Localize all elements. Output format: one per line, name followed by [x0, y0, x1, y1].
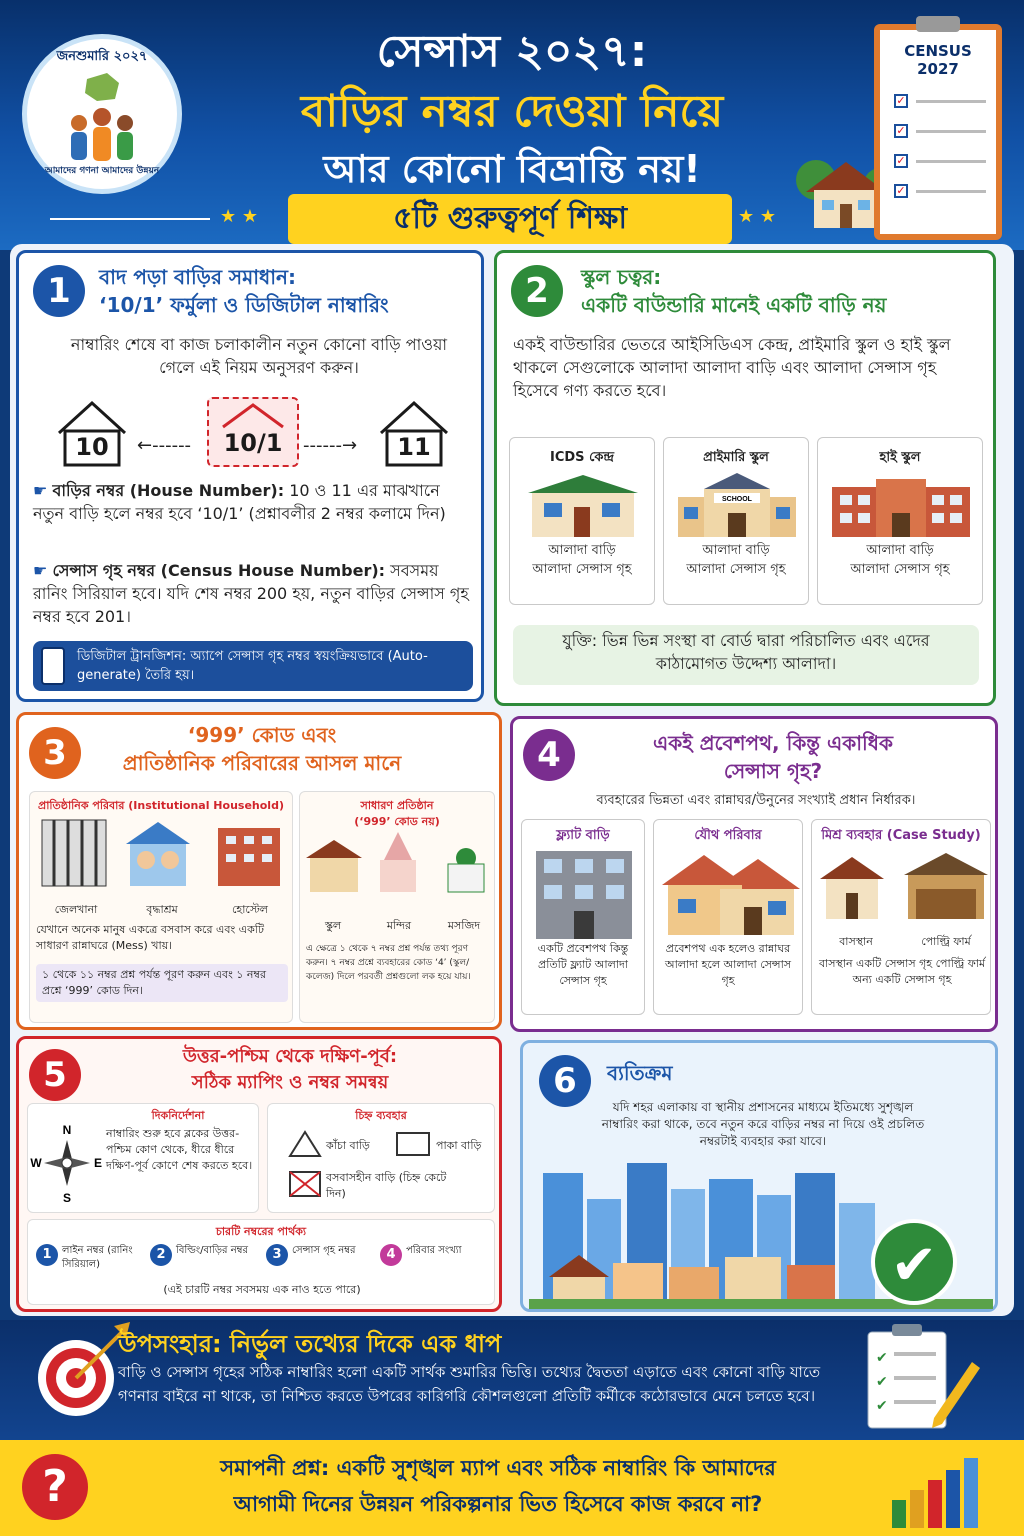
arrow-left-icon: ←------ [137, 435, 192, 456]
item-label: বৃদ্ধাশ্রম [146, 903, 178, 916]
section-subtitle: ‘10/1’ ফর্মুলা ও ডিজিটাল নাম্বারিং [99, 293, 389, 317]
svg-text:S: S [62, 1191, 72, 1205]
box-text: নাম্বারিং শুরু হবে ব্লকের উত্তর-পশ্চিম কোণ থেকে, ধীরে ধীরে দক্ষিণ-পূর্ব কোণে শেষ করতে হবে। [106, 1127, 253, 1172]
section-number: 5 [29, 1049, 81, 1101]
section-5-panel [16, 1036, 502, 1312]
house-icon [47, 393, 137, 467]
item-label: মসজিদ [447, 919, 481, 932]
high-school-building-icon [818, 467, 984, 541]
hand-pointer-icon: ☛ [33, 561, 53, 580]
apartment-icon [522, 845, 646, 941]
square-icon [396, 1132, 430, 1156]
house-number-right: 11 [397, 433, 431, 461]
number-label: বিল্ডিং/বাড়ির নম্বর [176, 1245, 249, 1256]
box-note: ১ থেকে ১১ নম্বর প্রশ্ন পর্যন্ত পূরণ করুন এবং ১ নম্বর প্রশ্নে ‘999’ কোড দিন। [36, 964, 288, 1002]
section-intro: ব্যবহারের ভিন্নতা এবং রান্নাঘর/উনুনের সংখ্যাই প্রধান নির্ধারক। [596, 793, 916, 808]
number-badge: 4 [380, 1244, 402, 1266]
card-line2: আলাদা সেন্সাস গৃহ [850, 562, 950, 577]
icds-building-icon [510, 467, 656, 541]
new-house-icon [207, 397, 299, 467]
card-title: হাই স্কুল [879, 450, 921, 465]
section-subtitle: প্রাতিষ্ঠানিক পরিবারের আসল মানে [122, 751, 402, 775]
high-school-card [817, 437, 983, 605]
box-text: যেখানে অনেক মানুষ একত্রে বসবাস করে এবং একটি সাধারণ রান্নাঘরে (Mess) খায়। [36, 923, 264, 952]
card-title: ফ্ল্যাট বাড়ি [556, 828, 610, 843]
clipboard-year: 2027 [917, 60, 959, 78]
seal-bottom-text: আমাদের গণনা আমাদের উন্নয়ন [44, 166, 160, 176]
symbols-box [267, 1103, 495, 1213]
card-text: একটি প্রবেশপথ কিন্তু প্রতিটি ফ্ল্যাট আলাদা সেন্সাস গৃহ [537, 942, 629, 987]
family-house-icon [654, 845, 804, 941]
section-number: 1 [33, 265, 85, 317]
section-title: একই প্রবেশপথ, কিন্তু একাধিক [653, 731, 893, 755]
checkbox-icon: ✓ [894, 154, 908, 168]
box-title: দিকনির্দেশনা [151, 1109, 205, 1122]
symbol-label: পাকা বাড়ি [436, 1139, 482, 1152]
svg-text:N: N [62, 1123, 72, 1137]
box-title: সাধারণ প্রতিষ্ঠান [360, 799, 434, 812]
symbol-label: বসবাসহীন বাড়ি (চিহ্ন কেটে দিন) [326, 1171, 447, 1200]
card-title: যৌথ পরিবার [694, 828, 762, 843]
triangle-icon [288, 1130, 322, 1158]
phone-icon [41, 647, 65, 685]
item-label: পোল্ট্রি ফার্ম [921, 935, 971, 948]
item-label: জেলখানা [54, 903, 98, 916]
conclusion-text: বাড়ি ও সেন্সাস গৃহের সঠিক নাম্বারিং হলো একটি সার্থক শুমারির ভিত্তি। তথ্যের দ্বৈততা এড়াতে এবং কোনো বাড়ি যাতে গণনার বাইরে না থাকে, তা নিশ্চিত করতে উপরের কারিগরি কৌশলগুলো প্রতিটি কর্মীকে কঠোরভাবে মেনে চলতে হবে। [118, 1363, 821, 1405]
mixed-use-icons [812, 845, 992, 925]
card-text: প্রবেশপথ এক হলেও রান্নাঘর আলাদা হলে আলাদা সেন্সাস গৃহ [664, 942, 792, 987]
box-note: (এই চারটি নম্বর সবসময় এক নাও হতে পারে) [163, 1283, 361, 1296]
section-subtitle: সেন্সাস গৃহ? [723, 759, 823, 783]
question-icon: ? [22, 1454, 88, 1520]
house-number-new: 10/1 [223, 429, 283, 457]
section-3-panel [16, 712, 502, 1030]
box-title: প্রাতিষ্ঠানিক পরিবার (Institutional Household) [38, 799, 284, 812]
card-title: ICDS কেন্দ্র [550, 450, 614, 465]
checklist-pencil-icon [862, 1322, 982, 1432]
bullet-head: বাড়ির নম্বর (House Number): [52, 481, 285, 500]
section-title: ‘999’ কোড এবং [187, 723, 337, 747]
four-numbers-box [27, 1219, 495, 1305]
bullet-text: সবসময় রানিং সিরিয়াল হবে। যদি শেষ নম্বর 200 হয়, নতুন বাড়ির সেন্সাস গৃহ নম্বর হবে 201। [33, 561, 469, 626]
school-sign: SCHOOL [722, 496, 752, 503]
direction-box [27, 1103, 259, 1213]
closing-line-2: আগামী দিনের উন্নয়ন পরিকল্পনার ভিত হিসেবে কাজ করবে না? [233, 1492, 763, 1516]
card-line2: আলাদা সেন্সাস গৃহ [532, 562, 632, 577]
checkbox-icon: ✓ [894, 124, 908, 138]
section-number: 4 [523, 729, 575, 781]
item-label: মন্দির [386, 919, 412, 932]
section-title: বাদ পড়া বাড়ির সমাধান: [99, 265, 296, 289]
card-text: বাসস্থান একটি সেন্সাস গৃহ পোল্ট্রি ফার্ম অন্য একটি সেন্সাস গৃহ [818, 957, 986, 986]
section-title: স্কুল চত্বর: [581, 265, 662, 289]
title-line-1: সেন্সাস ২০২৭: [376, 26, 648, 77]
ribbon-banner: ৫টি গুরুত্বপূর্ণ শিক্ষা [288, 194, 732, 244]
clip-icon [916, 16, 960, 32]
section-intro: একই বাউন্ডারির ভেতরে আইসিডিএস কেন্দ্র, প্রাইমারি স্কুল ও হাই স্কুল থাকলে সেগুলোকে আলাদা আলাদা বাড়ি এবং আলাদা সেন্সাস গৃহ হিসেবে গণ্য করতে হবে। [513, 335, 951, 400]
clipboard-title: CENSUS [904, 42, 972, 60]
box-title: চিহ্ন ব্যবহার [355, 1109, 407, 1122]
reason-box: যুক্তি: ভিন্ন ভিন্ন সংস্থা বা বোর্ড দ্বারা পরিচালিত এবং এদের কাঠামোগত উদ্দেশ্য আলাদা। [513, 625, 979, 685]
institutional-box [29, 791, 293, 1023]
general-institution-box [299, 791, 495, 1023]
compass-icon [32, 1118, 102, 1208]
bullet-census-number [33, 559, 473, 628]
school-building-icon [664, 467, 810, 541]
section-subtitle: সঠিক ম্যাপিং ও নম্বর সমন্বয় [191, 1072, 389, 1093]
number-badge: 3 [266, 1244, 288, 1266]
svg-text:E: E [93, 1156, 103, 1170]
arrow-right-icon: ------→ [303, 435, 358, 456]
section-1-panel [16, 250, 484, 702]
item-label: হোস্টেল [231, 903, 269, 916]
house-icon [369, 393, 459, 467]
bullet-head: সেন্সাস গৃহ নম্বর (Census House Number): [52, 561, 386, 580]
svg-text:✔: ✔ [876, 1350, 888, 1366]
item-label: বাসস্থান [839, 935, 873, 948]
number-label: সেন্সাস গৃহ নম্বর [292, 1245, 356, 1256]
primary-school-card [663, 437, 809, 605]
box-title: চারটি নম্বরের পার্থক্য [215, 1225, 307, 1238]
section-title: উত্তর-পশ্চিম থেকে দক্ষিণ-পূর্ব: [182, 1046, 398, 1067]
section-4-panel [510, 716, 998, 1032]
box-subtitle: (‘999’ কোড নয়) [354, 815, 440, 828]
number-badge: 2 [150, 1244, 172, 1266]
checkbox-icon: ✓ [894, 94, 908, 108]
number-label: পরিবার সংখ্যা [406, 1245, 462, 1256]
box-note: এ ক্ষেত্রে ১ থেকে ৭ নম্বর প্রশ্ন পর্যন্ত তথ্য পূরণ করুন। ৭ নম্বর প্রশ্নে ব্যবহারের কোড ‘4’ (স্কুল/কলেজ) দিলে পরবর্তী প্রশ্নগুলো লক হয়ে যায়। [306, 944, 471, 982]
bullet-text: 10 ও 11 এর মাঝখানে নতুন বাড়ি হলে নম্বর হবে ‘10/1’ (প্রশ্নাবলীর 2 নম্বর কলামে দিন) [33, 481, 446, 523]
number-label: লাইন নম্বর (রানিং সিরিয়াল) [62, 1245, 133, 1270]
card-line2: আলাদা সেন্সাস গৃহ [686, 562, 786, 577]
section-intro: নাম্বারিং শেষে বা কাজ চলাকালীন নতুন কোনো বাড়ি পাওয়া গেলে এই নিয়ম অনুসরণ করুন। [70, 335, 448, 377]
crossed-square-icon [288, 1170, 322, 1198]
icds-card [509, 437, 655, 605]
mixed-use-card [811, 819, 991, 1015]
card-line1: আলাদা বাড়ি [548, 543, 616, 558]
item-label: স্কুল [324, 919, 342, 932]
flat-card [521, 819, 645, 1015]
section-2-panel [494, 250, 996, 706]
title-line-2: বাড়ির নম্বর দেওয়া নিয়ে [300, 86, 724, 137]
card-line1: আলাদা বাড়ি [702, 543, 770, 558]
card-title: মিশ্র ব্যবহার (Case Study) [821, 828, 981, 843]
bullet-house-number [33, 479, 473, 525]
symbol-label: কাঁচা বাড়ি [326, 1139, 370, 1152]
section-6-panel [520, 1040, 998, 1312]
section-number: 2 [511, 265, 563, 317]
section-number: 6 [539, 1055, 591, 1107]
checkbox-icon: ✓ [894, 184, 908, 198]
hand-pointer-icon: ☛ [33, 481, 53, 500]
star-icon: ★ ★ [220, 206, 258, 227]
svg-text:✔: ✔ [876, 1398, 888, 1414]
card-title: প্রাইমারি স্কুল [703, 450, 769, 465]
title-line-3: আর কোনো বিভ্রান্তি নয়! [323, 147, 701, 191]
house-number-left: 10 [75, 433, 109, 461]
section-subtitle: একটি বাউন্ডারি মানেই একটি বাড়ি নয় [581, 293, 887, 317]
number-badge: 1 [36, 1244, 58, 1266]
section-number: 3 [29, 727, 81, 779]
closing-line-1: সমাপনী প্রশ্ন: একটি সুশৃঙ্খল ম্যাপ এবং সঠিক নাম্বারিং কি আমাদের [220, 1456, 776, 1480]
census-clipboard-icon [874, 24, 1002, 240]
bar-graph-icon [888, 1450, 988, 1530]
seal-top-text: জনশুমারি ২০২৭ [56, 49, 148, 64]
digital-text: ডিজিটাল ট্রানজিশন: অ্যাপে সেন্সাস গৃহ নম্বর স্বয়ংক্রিয়ভাবে (Auto-generate) তৈরি হয়। [77, 649, 428, 683]
general-icons [300, 830, 496, 896]
star-icon: ★ ★ [738, 206, 776, 227]
conclusion-title: উপসংহার: নির্ভুল তথ্যের দিকে এক ধাপ [118, 1330, 502, 1358]
card-line1: আলাদা বাড়ি [866, 543, 934, 558]
svg-text:✔: ✔ [876, 1374, 888, 1390]
joint-family-card [653, 819, 803, 1015]
checkmark-icon: ✔ [871, 1219, 957, 1305]
institutional-icons [30, 814, 294, 894]
section-text: যদি শহর এলাকায় বা স্থানীয় প্রশাসনের মাধ্যমে ইতিমধ্যে সুশৃঙ্খল নাম্বারিং করা থাকে, তবে নতুন করে বাড়ির নম্বর না দিয়ে ওই প্রচলিত নম্বরটাই ব্যবহার করা যাবে। [601, 1100, 925, 1148]
digital-transition-box [33, 641, 473, 691]
divider-left [50, 218, 210, 220]
svg-text:W: W [30, 1156, 42, 1170]
section-title: ব্যতিক্রম [607, 1061, 673, 1085]
